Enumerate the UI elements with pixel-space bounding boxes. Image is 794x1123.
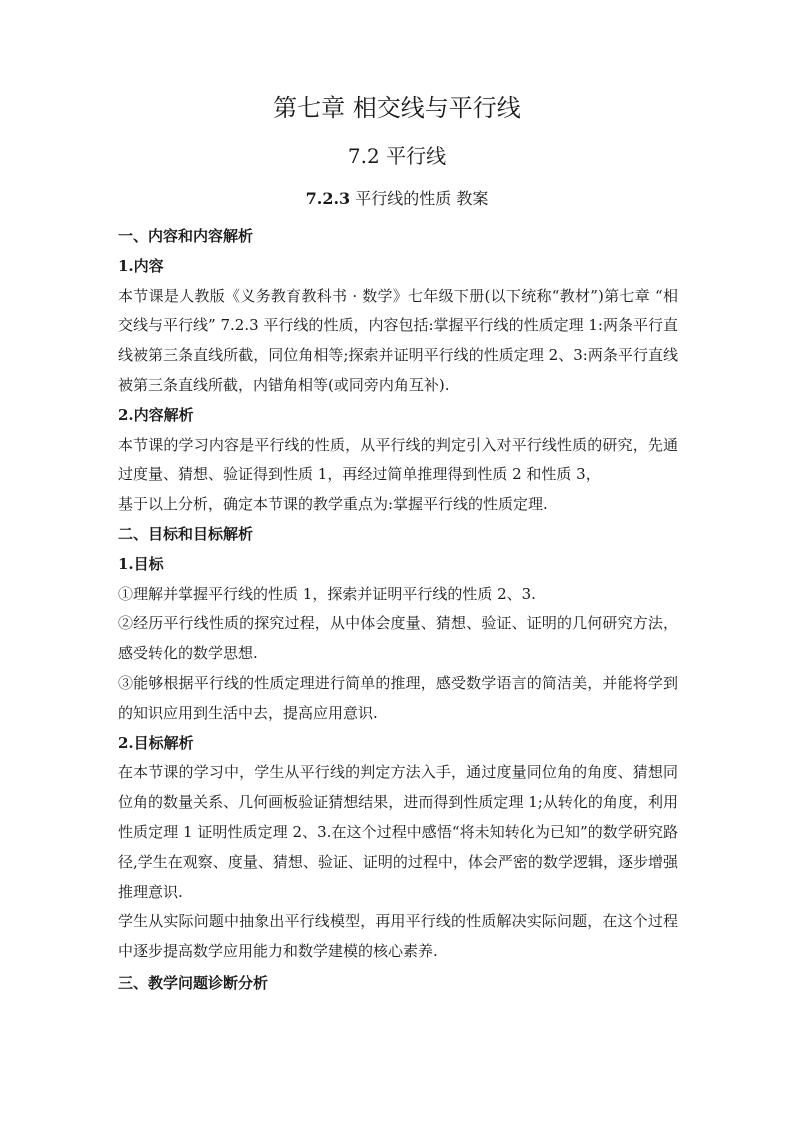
goal-item-3: ③能够根据平行线的性质定理进行简单的推理，感受数学语言的简洁美，并能将学到的知识应用到生活中去，提高应用意识. <box>118 673 678 722</box>
lesson-title <box>0 184 794 214</box>
heading-goals: 二、目标和目标解析 <box>118 524 254 543</box>
paragraph-content: 本节课是人教版《义务教育教科书 · 数学》七年级下册(以下统称“教材”)第七章 “相交线与平行线” 7.2.3 平行线的性质，内容包括:掌握平行线的性质定理 1:两条平行直线被第三条直线所截，同位角相等;探索并证明平行线的性质定理 2、3:两条平行直线被第三条直线所截，内错角相等(或同旁内角互补). <box>118 286 678 394</box>
paragraph-content-analysis-2: 基于以上分析，确定本节课的教学重点为:掌握平行线的性质定理. <box>118 495 548 514</box>
goal-item-1: ①理解并掌握平行线的性质 1，探索并证明平行线的性质 2、3. <box>118 584 536 603</box>
subheading-content-analysis: 2.内容解析 <box>118 405 194 424</box>
paragraph-content-analysis-1: 本节课的学习内容是平行线的性质，从平行线的判定引入对平行线性质的研究，先通过度量、猜想、验证得到性质 1，再经过简单推理得到性质 2 和性质 3， <box>118 435 678 484</box>
goal-item-2: ②经历平行线性质的探究过程，从中体会度量、猜想、验证、证明的几何研究方法，感受转化的数学思想. <box>118 614 678 663</box>
section-title: 7.2 平行线 <box>347 144 447 168</box>
document-body <box>118 222 678 999</box>
subheading-goal-analysis: 2.目标解析 <box>118 733 194 752</box>
heading-diagnosis: 三、教学问题诊断分析 <box>118 973 269 992</box>
subheading-content: 1.内容 <box>118 256 164 275</box>
subheading-goals: 1.目标 <box>118 554 164 573</box>
lesson-title-text: 平行线的性质 教案 <box>355 189 489 208</box>
paragraph-goal-analysis-1: 在本节课的学习中，学生从平行线的判定方法入手，通过度量同位角的角度、猜想同位角的数量关系、几何画板验证猜想结果，进而得到性质定理 1;从转化的角度，利用性质定理 1 证明性质定理 2、3.在这个过程中感悟“将未知转化为已知”的数学研究路径,学生在观察、度量、猜想、验证、证明的过程中，体会严密的数学逻辑，逐步增强推理意识. <box>118 763 678 901</box>
heading-content-analysis: 一、内容和内容解析 <box>118 227 254 245</box>
paragraph-goal-analysis-2: 学生从实际问题中抽象出平行线模型，再用平行线的性质解决实际问题，在这个过程中逐步提高数学应用能力和数学建模的核心素养. <box>118 912 678 961</box>
chapter-title: 第七章 相交线与平行线 <box>273 94 521 122</box>
lesson-number: 7.2.3 <box>305 189 351 208</box>
